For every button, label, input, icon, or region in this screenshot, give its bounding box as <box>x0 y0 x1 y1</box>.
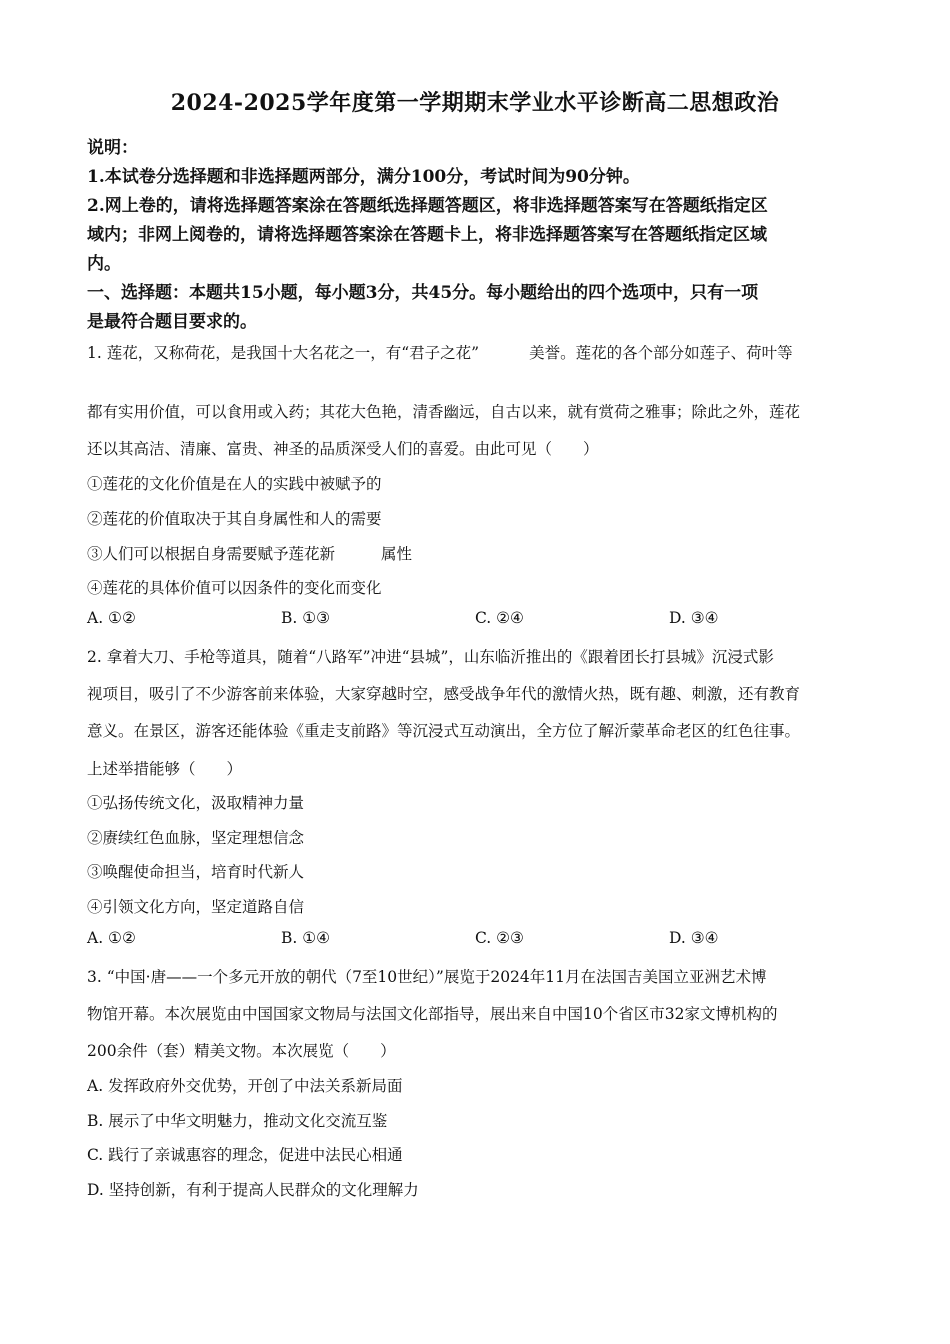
q3-option-d[interactable]: D. 坚持创新，有利于提高人民群众的文化理解力 <box>87 1181 419 1199</box>
q1-option-d[interactable]: D. ③④ <box>669 609 719 627</box>
q2-stem-line: 上述举措能够（ ） <box>87 760 243 778</box>
q1-stem-part-b: 美誉。莲花的各个部分如莲子、荷叶等 <box>529 344 793 362</box>
exam-title: 2024-2025学年度第一学期期末学业水平诊断高二思想政治 <box>170 90 780 116</box>
q1-option-c[interactable]: C. ②④ <box>475 609 524 627</box>
q2-option-b[interactable]: B. ①④ <box>281 929 331 947</box>
q3-option-c[interactable]: C. 践行了亲诚惠容的理念，促进中法民心相通 <box>87 1146 403 1164</box>
q3-option-b[interactable]: B. 展示了中华文明魅力，推动文化交流互鉴 <box>87 1112 388 1130</box>
q2-stem-line: 视项目，吸引了不少游客前来体验，大家穿越时空，感受战争年代的激情火热，既有趣、刺激，还有教育 <box>87 685 801 703</box>
q3-stem-line: 3. “中国·唐——一个多元开放的朝代（7至10世纪）”展览于2024年11月在法国吉美国立亚洲艺术博 <box>87 968 767 986</box>
q1-stem-first-line <box>87 341 793 363</box>
q3-option-a[interactable]: A. 发挥政府外交优势，开创了中法关系新局面 <box>87 1077 403 1095</box>
q2-item: ①弘扬传统文化，汲取精神力量 <box>87 794 305 812</box>
notes-line: 2.网上卷的，请将选择题答案涂在答题纸选择题答题区，将非选择题答案写在答题纸指定区 <box>87 196 768 216</box>
q2-item: ②赓续红色血脉，坚定理想信念 <box>87 829 305 847</box>
q3-stem-line: 200余件（套）精美文物。本次展览（ ） <box>87 1042 396 1060</box>
notes-line: 域内；非网上阅卷的，请将选择题答案涂在答题卡上，将非选择题答案写在答题纸指定区域 <box>87 225 767 245</box>
q1-stem-part-a: 1. 莲花，又称荷花，是我国十大名花之一，有“君子之花” <box>87 344 480 362</box>
q2-stem-line: 2. 拿着大刀、手枪等道具，随着“八路军”冲进“县城”，山东临沂推出的《跟着团长打县城》沉浸式影 <box>87 648 774 666</box>
q1-option-a[interactable]: A. ①② <box>87 609 136 627</box>
q1-item: ②莲花的价值取决于其自身属性和人的需要 <box>87 510 382 528</box>
q3-stem-line: 物馆开幕。本次展览由中国国家文物局与法国文化部指导，展出来自中国10个省区市32家文博机构的 <box>87 1005 778 1023</box>
section-heading-line: 是最符合题目要求的。 <box>87 312 257 332</box>
q2-option-c[interactable]: C. ②③ <box>475 929 524 947</box>
q1-item: ④莲花的具体价值可以因条件的变化而变化 <box>87 579 382 597</box>
q2-item: ③唤醒使命担当，培育时代新人 <box>87 863 305 881</box>
q2-stem-line: 意义。在景区，游客还能体验《重走支前路》等沉浸式互动演出，全方位了解沂蒙革命老区的红色往事。 <box>87 722 801 740</box>
q1-option-b[interactable]: B. ①③ <box>281 609 331 627</box>
notes-heading: 说明： <box>87 138 138 158</box>
q2-item: ④引领文化方向，坚定道路自信 <box>87 898 305 916</box>
q2-option-a[interactable]: A. ①② <box>87 929 136 947</box>
notes-line: 内。 <box>87 254 121 274</box>
q2-option-d[interactable]: D. ③④ <box>669 929 719 947</box>
q1-item3-part-b: 属性 <box>381 545 413 563</box>
notes-line: 1.本试卷分选择题和非选择题两部分，满分100分，考试时间为90分钟。 <box>87 167 640 187</box>
section-heading-line: 一、选择题：本题共15小题，每小题3分，共45分。每小题给出的四个选项中，只有一项 <box>87 283 759 303</box>
q1-item: ①莲花的文化价值是在人的实践中被赋予的 <box>87 475 382 493</box>
q1-item <box>87 542 412 564</box>
q1-item3-part-a: ③人们可以根据自身需要赋予莲花新 <box>87 545 336 563</box>
q1-stem-line: 还以其高洁、清廉、富贵、神圣的品质深受人们的喜爱。由此可见（ ） <box>87 440 599 458</box>
q1-stem-line: 都有实用价值，可以食用或入药；其花大色艳，清香幽远，自古以来，就有赏荷之雅事；除此之外，莲花 <box>87 403 801 421</box>
